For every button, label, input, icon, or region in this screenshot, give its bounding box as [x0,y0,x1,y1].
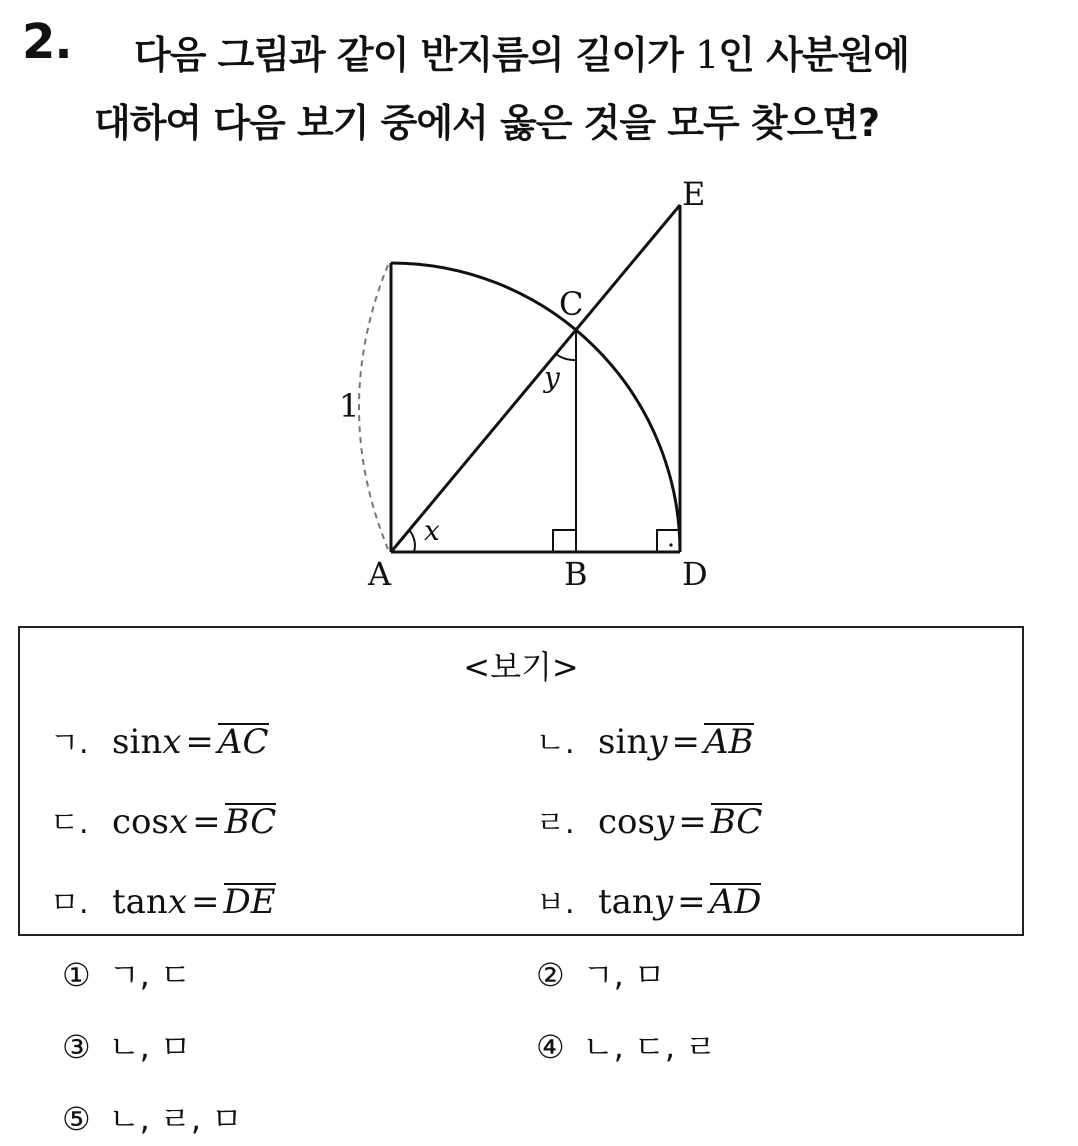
quarter-arc [391,263,680,552]
bogi-item-mark: ㄷ. [50,806,89,841]
angle-y-arc [556,354,576,360]
bogi-item-mark: ㄱ. [50,726,89,761]
bogi-item-var: x [167,882,188,922]
radius-value: 1 [695,33,719,77]
answer-choice-5[interactable] [62,1094,242,1140]
question-text-line2: 대하여 다음 보기 중에서 옳은 것을 모두 찾으면? [94,101,880,145]
bogi-item-3 [50,798,276,842]
bogi-item-mark: ㄹ. [536,806,575,841]
choice-number: ② [536,956,565,994]
choice-number: ④ [536,1028,565,1066]
bogi-item-mark: ㅁ. [50,886,89,921]
choice-number: ① [62,956,91,994]
bogi-item-eq: = [678,802,707,842]
choice-text: ㄱ, ㄷ [108,956,191,994]
answer-choice-1[interactable] [62,950,191,996]
label-E: E [682,175,706,213]
bogi-item-5 [50,878,276,922]
bogi-item-6 [536,878,761,922]
bogi-item-fn: tan [598,882,654,922]
bogi-item-var: y [648,722,668,762]
angle-x-arc [409,530,415,552]
bogi-item-var: x [168,802,189,842]
bogi-item-mark: ㅂ. [536,886,575,921]
bogi-item-segment: BC [710,802,763,842]
bogi-item-4 [536,798,762,842]
answer-choice-4[interactable] [536,1022,716,1068]
bogi-item-eq: = [191,882,220,922]
bogi-item-segment: AD [709,882,762,922]
segment-AE [391,205,680,552]
radius-dashed-brace [359,265,388,549]
bogi-item-segment: AB [703,722,754,762]
label-C: C [559,285,584,323]
question-number: 2. [22,14,72,70]
bogi-item-segment: AC [217,722,269,762]
label-angle-x: x [424,514,440,547]
right-angle-dot-D [669,543,672,546]
bogi-item-segment: BC [224,802,277,842]
bogi-item-segment: DE [223,882,276,922]
choice-text: ㄴ, ㅁ [108,1028,191,1066]
bogi-item-fn: cos [112,802,169,842]
bogi-item-eq: = [192,802,221,842]
bogi-item-fn: sin [112,722,163,762]
bogi-item-eq: = [671,722,700,762]
bogi-item-1 [50,718,269,762]
label-D: D [682,555,708,593]
label-angle-y: y [544,361,560,394]
question-text-part1: 다음 그림과 같이 반지름의 길이가 [134,33,696,77]
bogi-item-fn: tan [112,882,168,922]
choice-text: ㄱ, ㅁ [582,956,665,994]
bogi-item-var: x [162,722,182,762]
label-A: A [368,555,392,593]
answer-choice-3[interactable] [62,1022,191,1068]
bogi-item-eq: = [185,722,214,762]
question-text-part2: 인 사분원에 [718,33,910,77]
label-B: B [564,555,588,593]
bogi-item-var: y [654,802,675,842]
bogi-item-eq: = [677,882,706,922]
bogi-item-fn: cos [598,802,655,842]
answer-choice-2[interactable] [536,950,665,996]
bogi-title: <보기> [463,648,579,686]
choice-number: ③ [62,1028,91,1066]
choice-text: ㄴ, ㄹ, ㅁ [108,1100,243,1138]
right-angle-mark-B [553,530,576,552]
choice-number: ⑤ [62,1100,91,1138]
bogi-item-mark: ㄴ. [536,726,575,761]
choice-text: ㄴ, ㄷ, ㄹ [582,1028,717,1066]
label-radius-1: 1 [339,387,360,425]
bogi-item-2 [536,718,754,762]
bogi-box [18,626,1024,936]
bogi-item-fn: sin [598,722,649,762]
right-angle-mark-D [657,530,680,552]
bogi-item-var: y [653,882,674,922]
